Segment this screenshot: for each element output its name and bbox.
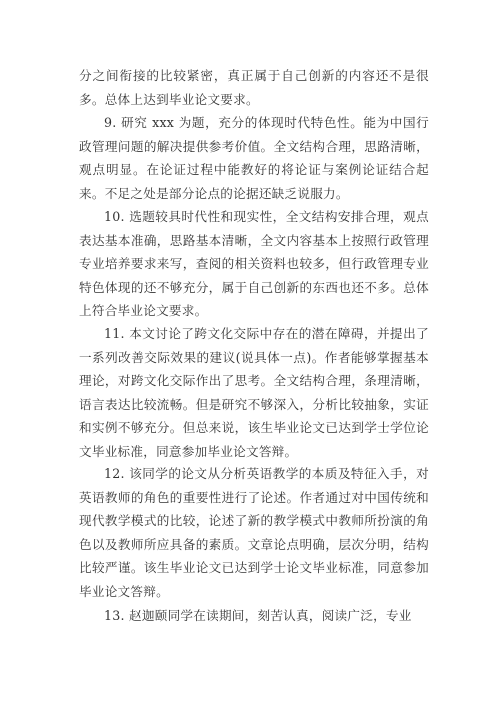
paragraph-comment-10: 10. 选题较具时代性和现实性，全文结构安排合理，观点表达基本准确，思路基本清晰，全文内容基本上按照行政管理专业培养要求来写，查阅的相关资料也较多，但行政管理专业特色体现的还不够充分，属于自己创新的东西也还不多。总体上符合毕业论文要求。 <box>79 209 429 318</box>
paragraph-comment-12: 12. 该同学的论文从分析英语教学的本质及特征入手，对英语教师的角色的重要性进行了论述。作者通过对中国传统和现代教学模式的比较，论述了新的教学模式中教师所扮演的角色以及教师所应具备的素质。文章论点明确，层次分明，结构比较严谨。该生毕业论文已达到学士论文毕业标准，同意参加毕业论文答辩。 <box>79 466 429 599</box>
paragraph-comment-9: 9. 研究 xxx 为题，充分的体现时代特色性。能为中国行政管理问题的解决提供参考价值。全文结构合理，思路清晰，观点明显。在论证过程中能教好的将论证与案例论证结合起来。不足之处是部分论点的论据还缺乏说服力。 <box>79 115 429 201</box>
paragraph-continuation: 分之间衔接的比较紧密，真正属于自己创新的内容还不是很多。总体上达到毕业论文要求。 <box>79 68 429 107</box>
paragraph-comment-11: 11. 本文讨论了跨文化交际中存在的潜在障碍，并提出了一系列改善交际效果的建议(说具体一点)。作者能够掌握基本理论，对跨文化交际作出了思考。全文结构合理，条理清晰，语言表达比较流畅。但是研究不够深入，分析比较抽象，实证和实例不够充分。但总来说，该生毕业论文已达到学士学位论文毕业标准，同意参加毕业论文答辩。 <box>79 326 429 459</box>
paragraph-comment-13: 13. 赵迦颐同学在读期间，刻苦认真，阅读广泛，专业 <box>104 608 412 623</box>
